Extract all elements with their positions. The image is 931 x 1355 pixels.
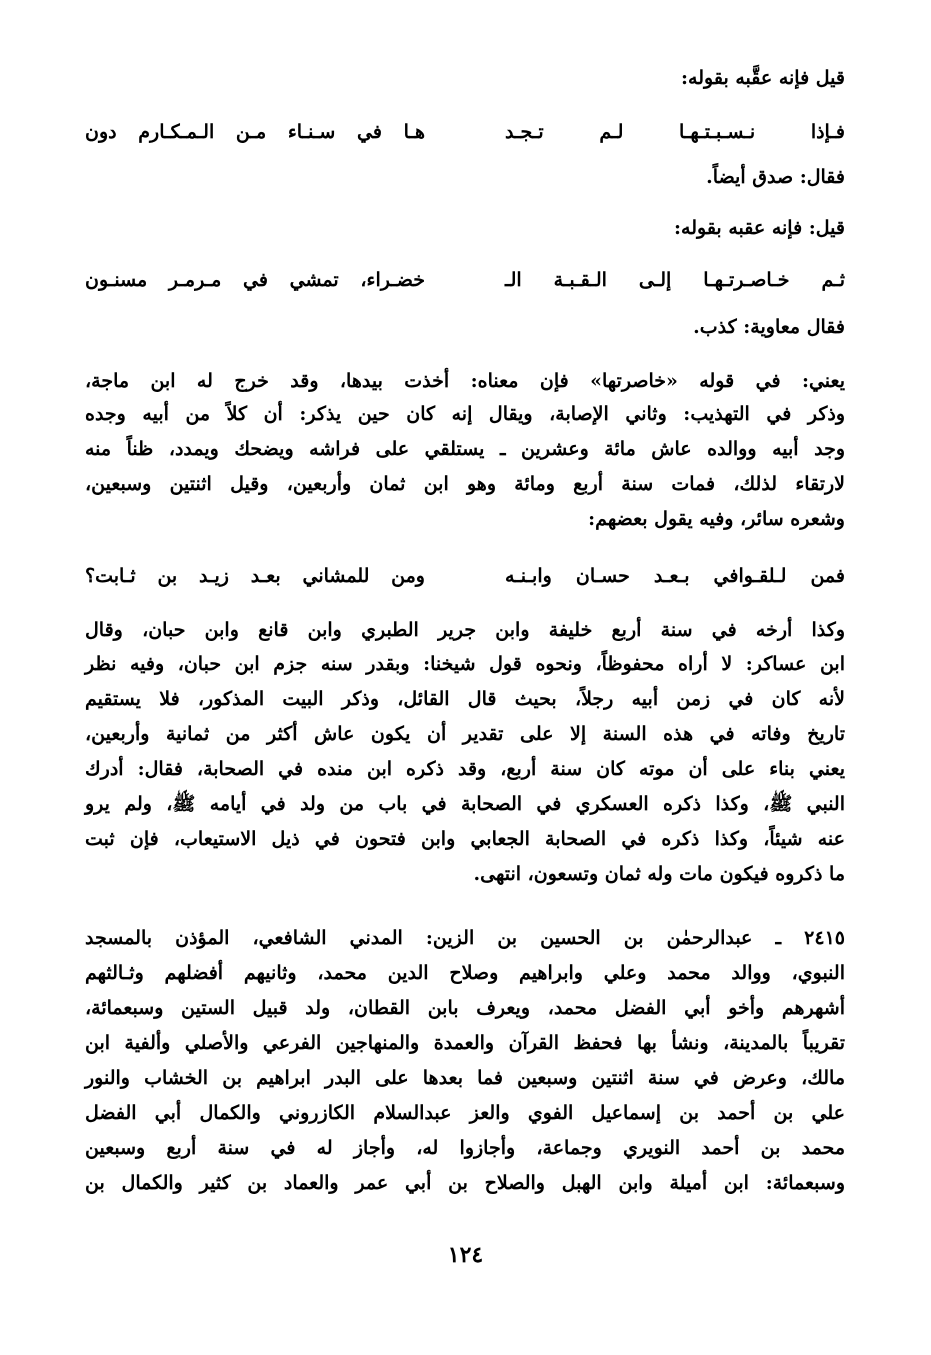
verse-hemistich-second: هـا في سـنـاء مـن الـمـكـارم دون [85, 121, 425, 143]
verse-hemistich-first: فـإذا نـسـبـتـهـا لـم تـجـد [505, 121, 845, 143]
text-line: تقريباً بالمدينة، ونشأ بها فحفظ القرآن والعمدة والمنهاجين الفرعي والأصلي وألفية ابن [85, 1032, 845, 1054]
text-line: محمد بن أحمد النويري وجماعة، وأجازوا له، وأجاز له في سنة أربع وسبعين [85, 1137, 845, 1159]
text-line: قيل: فإنه عقبه بقوله: [674, 217, 845, 239]
text-line: وذكر في التهذيب: وثاني الإصابة، ويقال إنه كان حين يذكر: أن كلاً من أبيه وجده [85, 403, 845, 425]
verse-line [85, 260, 845, 300]
text-line: ما ذكروه فيكون مات وله ثمان وتسعون، انتهى. [473, 863, 845, 885]
verse-hemistich-first: ثـم خـاصـرتـهـا إلـى الـقـبـة الـ [505, 269, 845, 291]
text-line: فقال: صدق أيضاً. [706, 166, 845, 188]
page-number: ١٢٤ [447, 1242, 484, 1268]
verse-hemistich-second: ومن للمشاني بعـد زيـد بن ثـابت؟ [85, 565, 425, 587]
text-line: عنه شيئاً، وكذا ذكره في الصحابة الجعابي وابن فتحون في ذيل الاستيعاب، فإن ثبت [85, 828, 845, 850]
text-line: النبوي، ووالد محمد وعلي وابراهيم وصلاح الدين محمد، وثانيهم أفضلهم وثـالثهم [85, 962, 845, 984]
text-line: تاريخ وفاته في هذه السنة إلا على تقدير أن يكون عاش أكثر من ثمانية وأربعين، [85, 723, 845, 745]
verse-hemistich-first: فمن لـلقـوافي بـعـد حسـان وابـنـه [505, 565, 845, 587]
text-line: لارتقاء لذلك، فمات سنة أربع ومائة وهو ابن ثمان وأربعين، وقيل اثنتين وسبعين، [85, 473, 845, 495]
text-line: ابن عساكر: لا أراه محفوظاً، ونحوه قول شيخنا: وبقدر سنه جزم ابن حبان، وفيه نظر [85, 653, 845, 675]
text-line: وكذا أرخه في سنة أربع خليفة وابن جرير الطبري وابن قانع وابن حبان، وقال [85, 619, 845, 641]
text-line: النبي ﷺ، وكذا ذكره العسكري في الصحابة في باب من ولد في أيامه ﷺ، ولم يرو [85, 793, 845, 815]
text-line: وجد أبيه ووالده عاش مائة وعشرين ـ يستلقي على فراشه ويضحك ويمدد، ظناً منه [85, 438, 845, 460]
verse-hemistich-second: خضـراء، تمشي في مـرمـر مسنـون [85, 269, 425, 291]
text-line: يعني: في قوله «خاصرتها» فإن معناه: أخذت بيدها، وقد خرج له ابن ماجة، [85, 370, 845, 392]
text-line: مالك، وعرض في سنة اثنتين وسبعين فما بعدها على البدر ابراهيم بن الخشاب والنور [85, 1067, 845, 1089]
verse-line [85, 556, 845, 596]
text-line: يعني بناء على أن موته كان سنة أربع، وقد ذكره ابن منده في الصحابة، فقال: أدرك [85, 758, 845, 780]
text-line: علي بن أحمد بن إسماعيل الفوي والعز عبدالسلام الكازروني والكمال أبي الفضل [85, 1102, 845, 1124]
text-line: لأنه كان في زمن أبيه رجلاً، بحيث قال القائل، وذكر البيت المذكور، فلا يستقيم [85, 688, 845, 710]
text-line: فقال معاوية: كذب. [693, 316, 845, 338]
verse-line [85, 112, 845, 152]
text-line: وسبعمائة: ابن أميلة وابن الهبل والصلاح بن أبي عمر والعماد بن كثير والكمال بن [85, 1172, 845, 1194]
text-line: وشعره سائر، وفيه يقول بعضهم: [588, 508, 845, 530]
entry-heading-line: ٢٤١٥ ـ عبدالرحمٰن بن الحسين بن الزين: المدني الشافعي، المؤذن بالمسجد [85, 927, 845, 949]
text-line: قيل فإنه عقَّبه بقوله: [681, 67, 845, 89]
text-line: أشهرهم وأخو أبي الفضل محمد، ويعرف بابن القطان، ولد قبيل الستين وسبعمائة، [85, 997, 845, 1019]
